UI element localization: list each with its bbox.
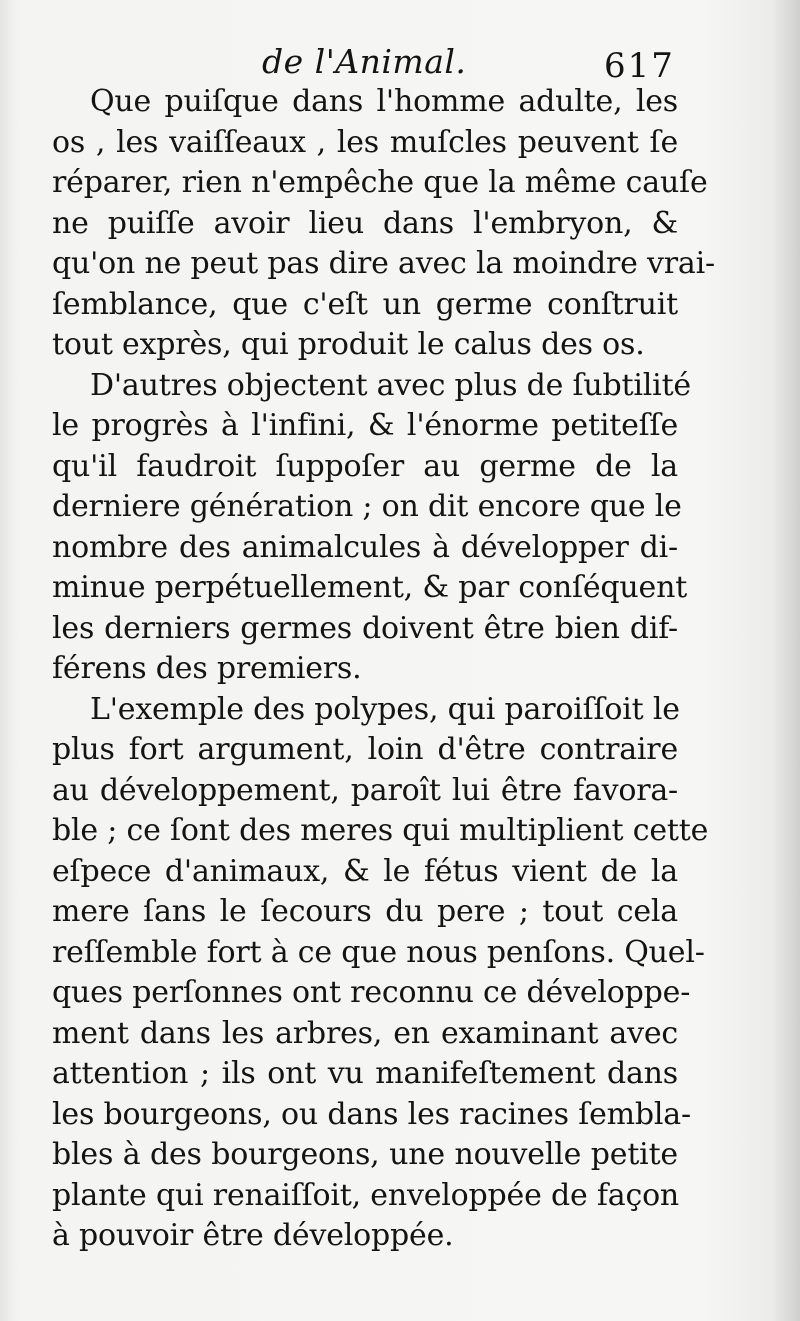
- text-line: à pouvoir être développée.: [52, 1218, 454, 1253]
- text-line: le progrès à l'infini, & l'énorme petiteſſe: [52, 408, 678, 443]
- text-line: ne puiſſe avoir lieu dans l'embryon, &: [52, 205, 678, 241]
- text-line: qu'il faudroit ſuppoſer au germe de la: [52, 448, 678, 484]
- text-line: Que puiſque dans l'homme adulte, les: [90, 84, 678, 119]
- text-line: tout exprès, qui produit le calus des os.: [52, 327, 645, 362]
- text-line: L'exemple des polypes, qui paroiſſoit le: [90, 691, 680, 727]
- text-line: plante qui renaiſſoit, enveloppée de façon: [52, 1177, 680, 1213]
- text-line: D'autres objectent avec plus de ſubtilité: [90, 367, 691, 403]
- running-title: de l'Animal.: [262, 42, 467, 81]
- text-line: derniere génération ; on dit encore que le: [52, 489, 682, 524]
- text-line: férens des premiers.: [52, 651, 362, 686]
- text-line: qu'on ne peut pas dire avec la moindre vrai-: [52, 246, 715, 281]
- text-line: ſemblance, que c'eſt un germe conſtruit: [52, 286, 678, 322]
- text-line: eſpece d'animaux, & le fétus vient de la: [52, 853, 678, 889]
- text-line: bles à des bourgeons, une nouvelle petite: [52, 1137, 678, 1172]
- text-line: os , les vaiſſeaux , les muſcles peuvent ſe: [52, 124, 678, 160]
- text-line: au développement, paroît lui être favora-: [52, 772, 678, 808]
- page-number: 617: [604, 46, 675, 86]
- text-line: les bourgeons, ou dans les racines ſembla-: [52, 1096, 691, 1132]
- page-edge-shadow: [772, 0, 800, 1321]
- text-line: ques perſonnes ont reconnu ce développe-: [52, 975, 691, 1010]
- text-line: minue perpétuellement, & par conſéquent: [52, 570, 688, 605]
- text-line: mere ſans le ſecours du pere ; tout cela: [52, 894, 678, 929]
- text-line: ment dans les arbres, en examinant avec: [52, 1015, 678, 1051]
- text-line: attention ; ils ont vu manifeſtement dans: [52, 1056, 678, 1091]
- text-line: plus fort argument, loin d'être contraire: [52, 732, 678, 767]
- body-text: [52, 82, 715, 1257]
- text-line: réparer, rien n'empêche que la même cauſe: [52, 165, 708, 200]
- text-line: ble ; ce ſont des meres qui multiplient cette: [52, 813, 709, 848]
- text-line: reſſemble fort à ce que nous penſons. Quel-: [52, 934, 705, 970]
- text-line: les derniers germes doivent être bien dif-: [52, 610, 678, 646]
- text-line: nombre des animalcules à développer di-: [52, 529, 678, 565]
